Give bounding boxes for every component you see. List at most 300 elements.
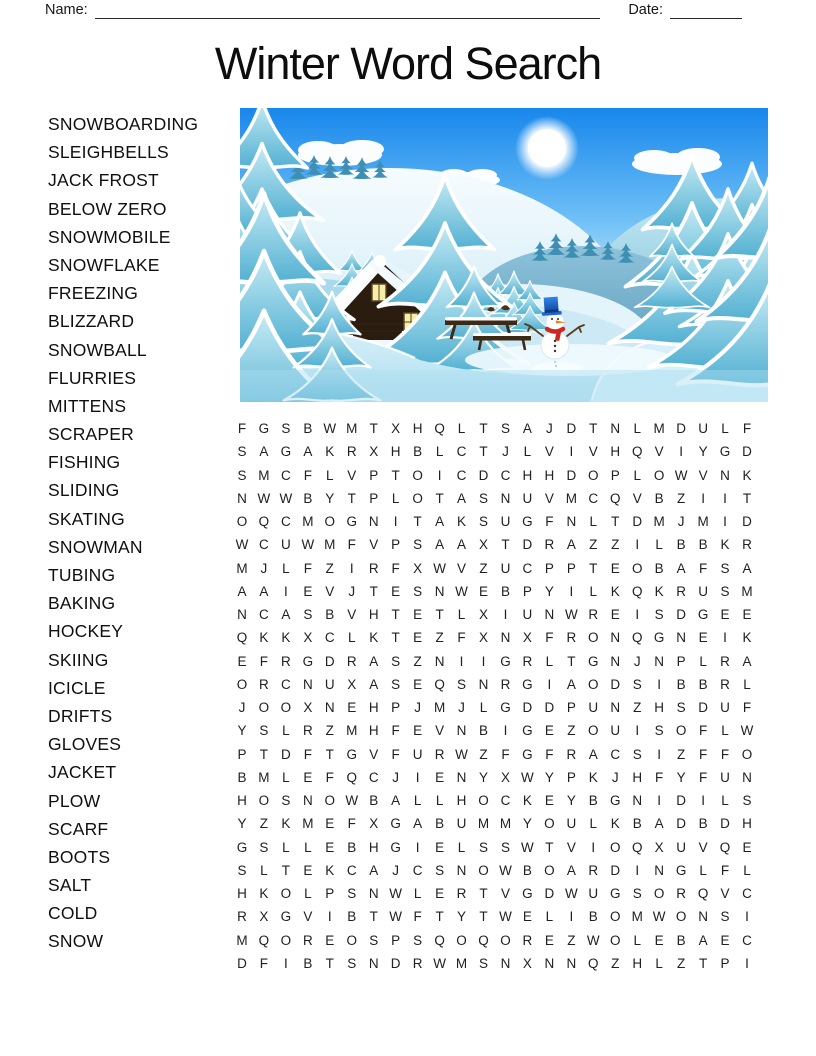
- name-label: Name:: [45, 2, 88, 18]
- grid-letter: R: [259, 676, 269, 692]
- grid-letter: O: [653, 467, 665, 483]
- grid-letter: R: [566, 630, 577, 646]
- grid-letter: R: [676, 886, 687, 902]
- grid-letter: L: [633, 467, 641, 483]
- grid-letter: F: [413, 909, 422, 925]
- grid-letter: K: [281, 630, 291, 646]
- grid-letter: G: [280, 444, 292, 460]
- grid-letter: E: [720, 607, 730, 623]
- grid-letter: Q: [631, 583, 643, 599]
- grid-letter: A: [391, 793, 401, 809]
- word-list-item: BELOW ZERO: [48, 198, 167, 219]
- grid-letter: R: [434, 746, 445, 762]
- grid-letter: U: [500, 560, 511, 576]
- grid-letter: W: [499, 862, 512, 878]
- grid-letter: F: [698, 769, 708, 785]
- grid-letter: C: [610, 746, 621, 762]
- grid-letter: F: [259, 653, 269, 669]
- grid-letter: B: [654, 490, 664, 506]
- grid-letter: B: [698, 676, 708, 692]
- grid-letter: X: [259, 909, 269, 925]
- grid-letter: W: [433, 560, 446, 576]
- grid-letter: P: [610, 467, 620, 483]
- grid-letter: B: [588, 793, 598, 809]
- grid-letter: Q: [610, 490, 621, 506]
- grid-letter: B: [632, 816, 642, 832]
- grid-letter: V: [369, 537, 379, 553]
- grid-letter: S: [720, 583, 730, 599]
- grid-letter: Q: [434, 676, 445, 692]
- grid-letter: M: [433, 700, 446, 716]
- grid-letter: L: [743, 676, 751, 692]
- grid-letter: P: [566, 560, 576, 576]
- grid-letter: A: [698, 932, 708, 948]
- word-list: [48, 110, 233, 956]
- grid-letter: V: [325, 583, 335, 599]
- date-blank-field[interactable]: [670, 3, 742, 19]
- grid-letter: F: [237, 421, 247, 437]
- grid-letter: E: [303, 583, 313, 599]
- grid-letter: C: [368, 769, 379, 785]
- grid-letter: T: [369, 583, 378, 599]
- grid-letter: E: [610, 560, 620, 576]
- grid-letter: R: [588, 862, 599, 878]
- grid-letter: L: [545, 653, 554, 669]
- grid-letter: X: [369, 816, 379, 832]
- grid-letter: O: [324, 793, 336, 809]
- grid-letter: Q: [346, 769, 358, 785]
- grid-letter: I: [437, 467, 442, 483]
- grid-letter: C: [742, 886, 752, 902]
- grid-letter: S: [654, 607, 664, 623]
- grid-letter: Y: [237, 723, 247, 739]
- grid-letter: F: [325, 769, 334, 785]
- grid-letter: H: [237, 886, 247, 902]
- grid-letter: N: [434, 653, 445, 669]
- grid-letter: X: [303, 700, 313, 716]
- grid-letter: A: [566, 676, 576, 692]
- grid-letter: S: [413, 583, 423, 599]
- grid-letter: R: [500, 676, 511, 692]
- grid-letter: F: [698, 746, 708, 762]
- grid-letter: V: [566, 839, 576, 855]
- word-list-item: SNOWFLAKE: [48, 254, 160, 275]
- grid-letter: A: [303, 444, 313, 460]
- grid-letter: X: [413, 560, 423, 576]
- grid-letter: T: [391, 630, 400, 646]
- name-blank-field[interactable]: [95, 3, 601, 19]
- grid-letter: F: [391, 560, 400, 576]
- grid-letter: W: [499, 909, 512, 925]
- grid-letter: T: [589, 560, 598, 576]
- grid-letter: M: [697, 514, 709, 530]
- grid-letter: I: [635, 723, 640, 739]
- grid-letter: W: [301, 537, 315, 553]
- word-list-item: SLIDING: [48, 480, 120, 501]
- grid-letter: G: [610, 793, 621, 809]
- grid-letter: L: [589, 514, 598, 530]
- grid-letter: B: [303, 490, 313, 506]
- grid-letter: O: [280, 886, 292, 902]
- grid-letter: D: [566, 421, 577, 437]
- grid-letter: T: [281, 862, 291, 878]
- grid-letter: C: [500, 793, 511, 809]
- word-list-item: HOCKEY: [48, 621, 124, 642]
- grid-letter: L: [655, 955, 663, 971]
- grid-letter: I: [393, 514, 398, 530]
- grid-letter: D: [676, 607, 687, 623]
- word-list-item: PLOW: [48, 790, 101, 811]
- grid-letter: M: [236, 932, 248, 948]
- grid-letter: L: [457, 839, 466, 855]
- grid-letter: A: [259, 583, 269, 599]
- grid-letter: A: [742, 653, 752, 669]
- grid-letter: V: [544, 490, 554, 506]
- grid-letter: N: [302, 676, 313, 692]
- grid-letter: T: [567, 653, 576, 669]
- grid-letter: F: [501, 746, 510, 762]
- grid-letter: O: [478, 862, 489, 878]
- grid-letter: W: [257, 490, 271, 506]
- word-list-item: TUBING: [48, 565, 116, 585]
- grid-letter: R: [522, 932, 533, 948]
- grid-letter: X: [522, 630, 532, 646]
- grid-letter: N: [456, 723, 467, 739]
- grid-letter: R: [544, 537, 555, 553]
- grid-letter: R: [720, 676, 730, 692]
- grid-letter: O: [675, 909, 687, 925]
- grid-letter: D: [676, 816, 687, 832]
- grid-letter: H: [544, 467, 555, 483]
- grid-letter: O: [610, 839, 621, 855]
- grid-letter: N: [368, 514, 379, 530]
- grid-letter: Q: [434, 932, 445, 948]
- grid-letter: S: [281, 421, 291, 437]
- grid-letter: W: [323, 421, 337, 437]
- grid-letter: M: [302, 514, 314, 530]
- grid-letter: E: [413, 607, 423, 623]
- grid-letter: H: [522, 467, 533, 483]
- grid-letter: I: [701, 793, 705, 809]
- word-list-item: SCRAPER: [48, 424, 135, 445]
- grid-letter: M: [258, 467, 270, 483]
- grid-letter: I: [284, 955, 288, 971]
- grid-letter: D: [390, 955, 401, 971]
- grid-letter: D: [698, 700, 708, 716]
- grid-letter: U: [720, 769, 730, 785]
- grid-letter: V: [347, 467, 357, 483]
- grid-letter: I: [679, 444, 684, 460]
- grid-letter: Z: [413, 653, 422, 669]
- grid-letter: K: [588, 769, 598, 785]
- word-list-item: COLD: [48, 903, 98, 924]
- grid-letter: J: [546, 421, 553, 437]
- grid-letter: I: [415, 839, 420, 855]
- word-list-item: SNOWBOARDING: [48, 114, 199, 134]
- grid-letter: T: [347, 490, 356, 506]
- grid-letter: N: [676, 630, 687, 646]
- grid-letter: F: [545, 630, 554, 646]
- grid-letter: L: [589, 816, 598, 832]
- grid-letter: S: [720, 909, 730, 925]
- grid-letter: L: [391, 490, 400, 506]
- grid-letter: O: [346, 932, 358, 948]
- grid-letter: T: [479, 421, 488, 437]
- grid-letter: K: [259, 630, 269, 646]
- grid-letter: R: [456, 886, 467, 902]
- grid-letter: V: [457, 560, 467, 576]
- sun-icon: [515, 116, 579, 180]
- grid-letter: O: [258, 793, 270, 809]
- grid-letter: V: [698, 839, 708, 855]
- grid-letter: F: [720, 862, 730, 878]
- grid-letter: A: [369, 676, 379, 692]
- grid-letter: L: [326, 467, 334, 483]
- grid-letter: U: [720, 700, 730, 716]
- grid-letter: S: [479, 490, 489, 506]
- grid-letter: A: [259, 444, 269, 460]
- grid-letter: G: [236, 839, 248, 855]
- grid-letter: C: [281, 676, 291, 692]
- grid-letter: Q: [631, 444, 643, 460]
- grid-letter: L: [655, 537, 663, 553]
- grid-letter: L: [304, 886, 312, 902]
- grid-letter: N: [610, 630, 621, 646]
- grid-letter: M: [477, 816, 490, 832]
- grid-letter: D: [676, 793, 687, 809]
- grid-letter: F: [347, 816, 356, 832]
- grid-letter: F: [655, 769, 664, 785]
- grid-letter: Z: [325, 560, 334, 576]
- grid-letter: W: [433, 955, 446, 971]
- grid-letter: D: [610, 676, 621, 692]
- grid-letter: M: [258, 769, 270, 785]
- grid-letter: A: [654, 816, 664, 832]
- grid-letter: D: [522, 537, 533, 553]
- grid-letter: N: [500, 490, 511, 506]
- word-list-item: BLIZZARD: [48, 311, 135, 332]
- grid-letter: V: [435, 723, 445, 739]
- grid-letter: P: [544, 560, 554, 576]
- grid-letter: C: [346, 862, 357, 878]
- grid-letter: Z: [479, 746, 488, 762]
- grid-letter: O: [478, 793, 489, 809]
- grid-letter: M: [653, 421, 665, 437]
- grid-letter: Y: [479, 769, 489, 785]
- grid-letter: T: [259, 746, 269, 762]
- grid-letter: K: [522, 793, 532, 809]
- grid-letter: P: [720, 955, 730, 971]
- grid-letter: B: [500, 583, 510, 599]
- grid-letter: R: [281, 653, 291, 669]
- grid-letter: N: [698, 909, 708, 925]
- grid-letter: J: [260, 560, 268, 576]
- grid-letter: O: [412, 467, 423, 483]
- grid-letter: H: [742, 816, 752, 832]
- grid-letter: K: [259, 886, 269, 902]
- grid-letter: R: [302, 932, 313, 948]
- grid-letter: V: [500, 886, 510, 902]
- grid-letter: I: [591, 839, 596, 855]
- grid-letter: I: [415, 769, 420, 785]
- word-list-item: FLURRIES: [48, 367, 137, 388]
- grid-letter: F: [720, 746, 730, 762]
- grid-letter: Z: [567, 723, 576, 739]
- grid-letter: W: [389, 909, 403, 925]
- grid-letter: J: [677, 514, 685, 530]
- grid-letter: S: [632, 886, 642, 902]
- grid-letter: V: [654, 444, 664, 460]
- winter-scene-illustration: [240, 108, 768, 402]
- grid-letter: A: [676, 560, 686, 576]
- grid-letter: I: [723, 490, 727, 506]
- grid-letter: K: [742, 467, 752, 483]
- grid-letter: J: [348, 583, 356, 599]
- grid-letter: U: [698, 421, 708, 437]
- grid-letter: C: [324, 630, 335, 646]
- grid-letter: T: [479, 444, 488, 460]
- grid-letter: B: [303, 955, 313, 971]
- grid-letter: R: [346, 653, 357, 669]
- grid-letter: Q: [631, 630, 643, 646]
- grid-letter: X: [347, 676, 357, 692]
- grid-letter: N: [434, 583, 445, 599]
- grid-letter: X: [522, 955, 532, 971]
- grid-letter: L: [633, 421, 641, 437]
- grid-letter: O: [631, 560, 643, 576]
- grid-letter: H: [632, 955, 643, 971]
- grid-letter: O: [280, 932, 292, 948]
- grid-letter: Y: [325, 490, 335, 506]
- grid-letter: F: [545, 746, 554, 762]
- grid-letter: I: [349, 560, 354, 576]
- grid-letter: E: [413, 676, 423, 692]
- grid-letter: U: [676, 839, 687, 855]
- grid-letter: Z: [633, 700, 642, 716]
- grid-letter: S: [500, 839, 510, 855]
- word-list-item: SCARF: [48, 818, 109, 839]
- grid-letter: J: [611, 769, 619, 785]
- grid-letter: G: [500, 700, 511, 716]
- grid-letter: I: [657, 793, 662, 809]
- grid-letter: F: [391, 723, 400, 739]
- word-list-item: SALT: [48, 875, 92, 896]
- grid-letter: T: [391, 467, 400, 483]
- grid-letter: S: [237, 862, 247, 878]
- grid-letter: D: [522, 700, 533, 716]
- grid-letter: B: [698, 816, 708, 832]
- grid-letter: T: [435, 607, 444, 623]
- grid-letter: A: [742, 560, 752, 576]
- grid-letter: N: [720, 467, 730, 483]
- grid-letter: E: [544, 723, 554, 739]
- grid-letter: B: [698, 537, 708, 553]
- grid-letter: X: [500, 769, 510, 785]
- grid-letter: L: [435, 793, 444, 809]
- grid-letter: U: [610, 723, 621, 739]
- grid-letter: Q: [434, 421, 445, 437]
- grid-letter: D: [742, 514, 752, 530]
- grid-letter: S: [435, 862, 445, 878]
- grid-letter: L: [523, 444, 532, 460]
- grid-letter: B: [479, 723, 489, 739]
- grid-letter: Q: [478, 932, 489, 948]
- grid-letter: D: [324, 653, 335, 669]
- grid-letter: P: [391, 932, 401, 948]
- grid-letter: D: [632, 514, 643, 530]
- grid-letter: S: [347, 886, 357, 902]
- grid-letter: N: [742, 769, 752, 785]
- grid-letter: Z: [325, 723, 334, 739]
- grid-letter: R: [676, 583, 687, 599]
- grid-letter: G: [302, 653, 314, 669]
- grid-letter: K: [610, 816, 620, 832]
- grid-letter: O: [588, 630, 599, 646]
- grid-letter: W: [674, 467, 688, 483]
- grid-letter: E: [325, 816, 335, 832]
- grid-letter: Z: [611, 955, 620, 971]
- grid-letter: L: [282, 723, 290, 739]
- word-list-item: BAKING: [48, 593, 116, 614]
- grid-letter: M: [565, 490, 577, 506]
- grid-letter: N: [632, 793, 643, 809]
- grid-letter: A: [413, 816, 423, 832]
- grid-letter: P: [676, 653, 686, 669]
- grid-letter: F: [457, 630, 466, 646]
- grid-letter: C: [588, 490, 599, 506]
- grid-letter: E: [347, 700, 357, 716]
- grid-letter: B: [413, 444, 423, 460]
- grid-letter: O: [500, 932, 511, 948]
- grid-letter: R: [302, 723, 313, 739]
- grid-letter: A: [566, 862, 576, 878]
- grid-letter: B: [237, 769, 247, 785]
- grid-letter: R: [412, 955, 423, 971]
- grid-letter: O: [610, 932, 621, 948]
- grid-letter: G: [500, 653, 511, 669]
- word-list-item: GLOVES: [48, 734, 122, 755]
- grid-letter: N: [654, 862, 665, 878]
- grid-letter: T: [479, 886, 488, 902]
- grid-letter: E: [303, 769, 313, 785]
- grid-letter: V: [588, 444, 598, 460]
- grid-letter: Y: [544, 769, 554, 785]
- grid-letter: S: [500, 421, 510, 437]
- grid-letter: Y: [544, 583, 554, 599]
- grid-letter: A: [435, 514, 445, 530]
- grid-letter: M: [324, 537, 336, 553]
- grid-letter: F: [259, 955, 269, 971]
- grid-letter: I: [503, 723, 508, 739]
- grid-letter: R: [237, 909, 247, 925]
- grid-letter: S: [413, 537, 423, 553]
- grid-letter: N: [237, 607, 247, 623]
- grid-letter: I: [745, 955, 749, 971]
- grid-letter: S: [632, 676, 642, 692]
- grid-letter: N: [566, 514, 577, 530]
- grid-letter: B: [347, 909, 357, 925]
- grid-letter: C: [742, 932, 752, 948]
- grid-letter: E: [654, 932, 664, 948]
- grid-letter: L: [282, 769, 290, 785]
- grid-letter: O: [588, 723, 599, 739]
- grid-letter: N: [566, 955, 577, 971]
- grid-letter: E: [742, 839, 752, 855]
- grid-letter: H: [368, 700, 379, 716]
- grid-letter: N: [456, 862, 467, 878]
- grid-letter: E: [391, 583, 401, 599]
- grid-letter: L: [260, 862, 268, 878]
